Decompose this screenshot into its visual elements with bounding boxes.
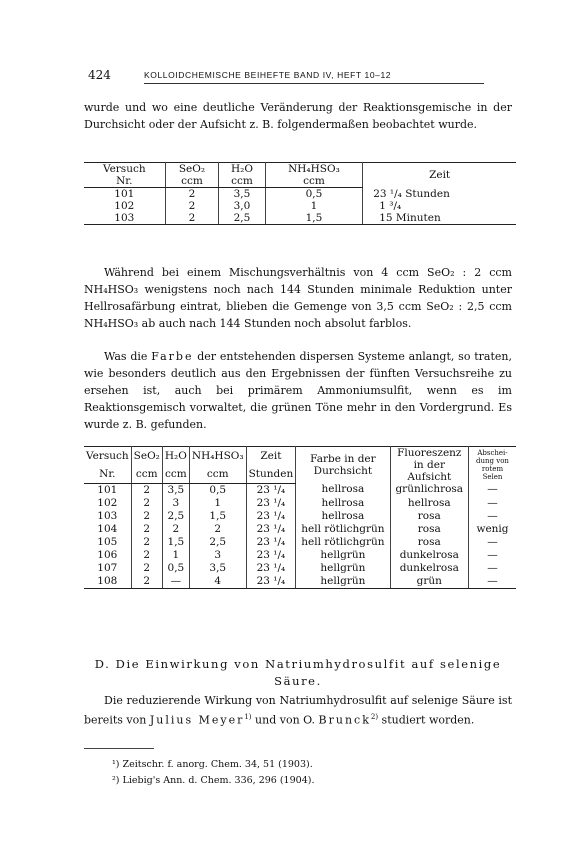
t2-cell: hell rötlichgrün	[296, 536, 390, 549]
t2-cell: 23 ¹/₄	[246, 549, 296, 562]
t2-cell: hellgrün	[296, 562, 390, 575]
t2-cell: 2	[131, 483, 162, 497]
t2-cell: 3	[162, 497, 189, 510]
author-name: Brunck	[318, 713, 371, 727]
t1-cell: 3,5	[219, 188, 265, 201]
t2-cell: hell rötlichgrün	[296, 523, 390, 536]
t2-cell: 103	[84, 510, 131, 523]
t2-unit: ccm	[189, 465, 246, 483]
t2-cell: 1,5	[189, 510, 246, 523]
t2-cell: 2,5	[162, 510, 189, 523]
t2-cell: hellrosa	[296, 510, 390, 523]
t2-cell: 2	[189, 523, 246, 536]
t2-cell: 23 ¹/₄	[246, 575, 296, 589]
t2-header-zeit: Zeit	[246, 447, 296, 465]
t2-cell: 104	[84, 523, 131, 536]
t1-unit: ccm	[219, 175, 265, 188]
t1-cell: 23 ¹/₄ Stunden	[373, 187, 450, 200]
t2-cell: 1	[189, 497, 246, 510]
t2-cell: 23 ¹/₄	[246, 497, 296, 510]
t2-cell: grünlichrosa	[390, 483, 468, 497]
t2-cell: 4	[189, 575, 246, 589]
footnote-ref: 2)	[370, 713, 379, 721]
table-row	[84, 562, 516, 575]
t2-cell: 23 ¹/₄	[246, 523, 296, 536]
t2-cell: —	[487, 535, 498, 548]
page-header	[88, 68, 508, 86]
t1-unit: Nr.	[84, 175, 165, 188]
t2-header-seo2: SeO₂	[131, 447, 162, 465]
t2-cell: 2	[131, 536, 162, 549]
t2-cell: 0,5	[189, 483, 246, 497]
table-row	[84, 188, 516, 201]
t2-cell: 2	[131, 549, 162, 562]
t2-cell: grün	[390, 575, 468, 589]
spaced-word: Farbe	[151, 350, 194, 363]
page-number: 424	[88, 68, 111, 82]
t2-cell: rosa	[390, 536, 468, 549]
t2-cell: 23 ¹/₄	[246, 483, 296, 497]
t2-cell: —	[487, 509, 498, 522]
footnote-ref: 1)	[244, 713, 252, 721]
t1-unit: ccm	[265, 175, 363, 188]
t2-cell: 3,5	[162, 483, 189, 497]
t2-cell: 0,5	[162, 562, 189, 575]
t1-cell: 2	[165, 188, 219, 201]
footnote-2: ²) Liebig's Ann. d. Chem. 336, 296 (1904).	[112, 775, 315, 786]
t2-cell: —	[487, 561, 498, 574]
t2-unit: ccm	[131, 465, 162, 483]
t1-header-h2o: H₂O	[219, 163, 265, 176]
intro-paragraph: wurde und wo eine deutliche Veränderung der Reaktionsgemische in der Durchsicht oder der Aufsicht z. B. folgendermaßen beobachtet wurde.	[84, 101, 512, 131]
running-head: KOLLOIDCHEMISCHE BEIHEFTE BAND IV, HEFT 10–12	[144, 70, 392, 80]
table-row	[84, 497, 516, 510]
text-run: Die reduzierende Wirkung von Natriumhydrosulfit auf selenige Säure ist bereits von	[84, 694, 512, 727]
table-row	[84, 200, 516, 212]
t1-cell: 2	[165, 212, 219, 225]
table-row	[84, 575, 516, 589]
header-rule	[144, 83, 484, 84]
t1-header-nh4hso3: NH₄HSO₃	[265, 163, 363, 176]
t2-header-farbe: Farbe in der Durchsicht	[296, 447, 390, 484]
footnote-1: ¹) Zeitschr. f. anorg. Chem. 34, 51 (1903).	[112, 759, 313, 770]
t2-cell: hellgrün	[296, 549, 390, 562]
t2-cell: 2	[131, 575, 162, 589]
t2-cell: hellgrün	[296, 575, 390, 589]
t2-unit: ccm	[162, 465, 189, 483]
t2-unit: Nr.	[84, 465, 131, 483]
t2-cell: 107	[84, 562, 131, 575]
t2-cell: 2	[131, 562, 162, 575]
t2-cell: 1,5	[162, 536, 189, 549]
t1-cell: 102	[84, 200, 165, 212]
t1-cell: 1,5	[265, 212, 363, 225]
t2-header-h2o: H₂O	[162, 447, 189, 465]
table-row	[84, 212, 516, 225]
t1-cell: 3,0	[219, 200, 265, 212]
t1-cell: 101	[84, 188, 165, 201]
t2-cell: —	[487, 483, 498, 496]
text-run: der entstehenden dispersen Systeme anlangt, so traten, wie besonders deutlich aus den Ergebnissen der fünften Versuchsreihe zu ersehen ist, auch bei primärem Ammoniumsulfit, wenn es im Reaktionsgemisch vorwaltet, die grünen Töne mehr in den Vordergrund. Es wurde z. B. gefunden.	[84, 350, 512, 431]
t2-cell: 2	[131, 510, 162, 523]
t2-cell: 1	[162, 549, 189, 562]
t1-cell: 1 ³/₄	[379, 200, 402, 212]
t2-cell: 2,5	[189, 536, 246, 549]
t1-unit: ccm	[165, 175, 219, 188]
t2-cell: 23 ¹/₄	[246, 510, 296, 523]
t2-cell: dunkelrosa	[390, 549, 468, 562]
t2-header-fluoreszenz: Fluoreszenz in der Aufsicht	[390, 447, 468, 484]
table-row	[84, 536, 516, 549]
t2-cell: dunkelrosa	[390, 562, 468, 575]
footnote-rule	[84, 748, 154, 749]
t2-cell: —	[469, 575, 517, 589]
t2-header-abscheidung: Abschei-dung von rotem Selen	[469, 447, 517, 484]
t2-cell: 108	[84, 575, 131, 589]
t2-cell: 106	[84, 549, 131, 562]
t2-cell: rosa	[390, 523, 468, 536]
t1-cell: 15 Minuten	[363, 212, 516, 225]
t2-header-versuch: Versuch	[84, 447, 131, 465]
t1-cell: 0,5	[265, 188, 363, 201]
t2-cell: 2	[162, 523, 189, 536]
text-run: studiert worden.	[378, 713, 475, 727]
t2-cell: —	[487, 496, 498, 509]
table-row	[84, 549, 516, 562]
t2-cell: 101	[84, 483, 131, 497]
t1-cell: 103	[84, 212, 165, 225]
paragraph-3	[84, 692, 512, 729]
table-series-2	[84, 446, 516, 589]
t1-cell: 1	[265, 200, 363, 212]
paragraph-1: Während bei einem Mischungsverhältnis von 4 ccm SeO₂ : 2 ccm NH₄HSO₃ wenigstens noch nach 144 Stunden minimale Reduktion unter Hellrosafärbung eintrat, blieben die Gemenge von 3,5 ccm SeO₂ : 2,5 ccm NH₄HSO₃ ab auch nach 144 Stunden noch absolut farblos.	[84, 266, 512, 330]
t2-cell: —	[162, 575, 189, 589]
t1-header-seo2: SeO₂	[165, 163, 219, 176]
t2-cell: 23 ¹/₄	[246, 562, 296, 575]
t2-unit: Stunden	[246, 465, 296, 483]
table-series-1	[84, 162, 516, 225]
t2-cell: hellrosa	[390, 497, 468, 510]
t2-header-nh4hso3: NH₄HSO₃	[189, 447, 246, 465]
t2-cell: 2	[131, 497, 162, 510]
section-heading: D. Die Einwirkung von Natriumhydrosulfit auf selenige Säure.	[94, 657, 502, 688]
t2-body	[84, 483, 516, 588]
t2-cell: hellrosa	[296, 483, 390, 497]
paragraph-2	[84, 348, 512, 433]
t1-header-versuch: Versuch	[84, 163, 165, 176]
table-row	[84, 483, 516, 497]
t2-cell: hellrosa	[296, 497, 390, 510]
t2-cell: 3,5	[189, 562, 246, 575]
t1-cell: 2	[165, 200, 219, 212]
t1-cell: 2,5	[219, 212, 265, 225]
t2-cell: rosa	[390, 510, 468, 523]
table-row	[84, 523, 516, 536]
t1-header-zeit: Zeit	[363, 163, 516, 188]
t2-cell: 102	[84, 497, 131, 510]
t2-cell: 23 ¹/₄	[246, 536, 296, 549]
t2-cell: wenig	[476, 522, 509, 535]
t2-cell: 2	[131, 523, 162, 536]
t2-cell: —	[487, 548, 498, 561]
t2-cell: 3	[189, 549, 246, 562]
text-run: und von O.	[251, 713, 319, 727]
text-run: Was die	[104, 350, 152, 363]
author-name: Julius Meyer	[149, 713, 245, 727]
t2-cell: 105	[84, 536, 131, 549]
table-row	[84, 510, 516, 523]
